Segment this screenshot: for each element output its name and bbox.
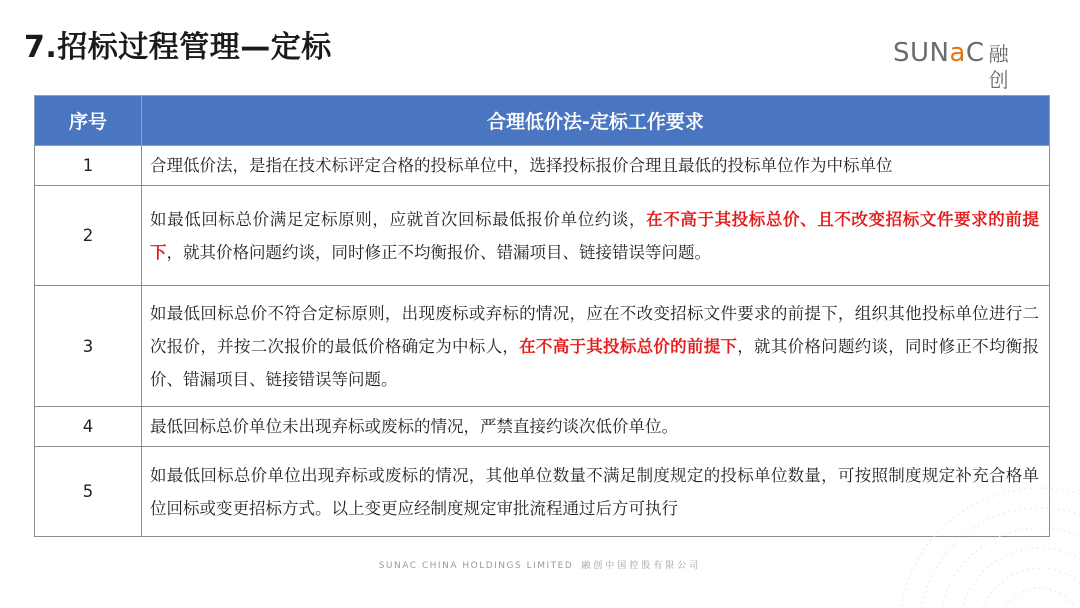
table-row — [35, 146, 1050, 186]
row-text: 合理低价法，是指在技术标评定合格的投标单位中，选择投标报价合理且最低的投标单位作为中标单位 — [142, 146, 1050, 186]
sunac-logo — [893, 38, 1023, 92]
table-header-row — [35, 96, 1050, 146]
row-number: 1 — [35, 146, 142, 186]
row-number: 3 — [35, 286, 142, 407]
table-row — [35, 286, 1050, 407]
header-index: 序号 — [35, 96, 142, 146]
highlight-text: 在不高于其投标总价的前提下 — [519, 336, 738, 356]
row-text: 如最低回标总价满足定标原则，应就首次回标最低报价单位约谈，在不高于其投标总价、且不改变招标文件要求的前提下，就其价格问题约谈，同时修正不均衡报价、错漏项目、链接错误等问题。 — [142, 186, 1050, 286]
table-row — [35, 186, 1050, 286]
footer-company-en: SUNAC CHINA HOLDINGS LIMITED — [378, 561, 574, 571]
row-text: 如最低回标总价不符合定标原则，出现废标或弃标的情况，应在不改变招标文件要求的前提下，组织其他投标单位进行二次报价，并按二次报价的最低价格确定为中标人，在不高于其投标总价的前提下，就其价格问题约谈，同时修正不均衡报价、错漏项目、链接错误等问题。 — [142, 286, 1050, 407]
logo-wordmark: SUNaC — [893, 38, 985, 68]
row-number: 4 — [35, 407, 142, 447]
row-text: 如最低回标总价单位出现弃标或废标的情况，其他单位数量不满足制度规定的投标单位数量，可按照制度规定补充合格单位回标或变更招标方式。以上变更应经制度规定审批流程通过后方可执行 — [142, 447, 1050, 537]
highlight-text: 在不高于其投标总价、且不改变招标文件要求的前提下 — [150, 209, 1040, 262]
table-row — [35, 407, 1050, 447]
logo-chinese-name: 融创 — [988, 42, 1010, 92]
footer-company-cn: 融创中国控股有限公司 — [581, 561, 702, 571]
header-requirements: 合理低价法-定标工作要求 — [142, 96, 1050, 146]
row-number: 5 — [35, 447, 142, 537]
decorative-dot-pattern — [880, 458, 1080, 608]
slide-title: 7.招标过程管理—定标 — [24, 30, 332, 65]
logo-accent-letter: a — [949, 38, 966, 68]
row-number: 2 — [35, 186, 142, 286]
row-text: 最低回标总价单位未出现弃标或废标的情况，严禁直接约谈次低价单位。 — [142, 407, 1050, 447]
